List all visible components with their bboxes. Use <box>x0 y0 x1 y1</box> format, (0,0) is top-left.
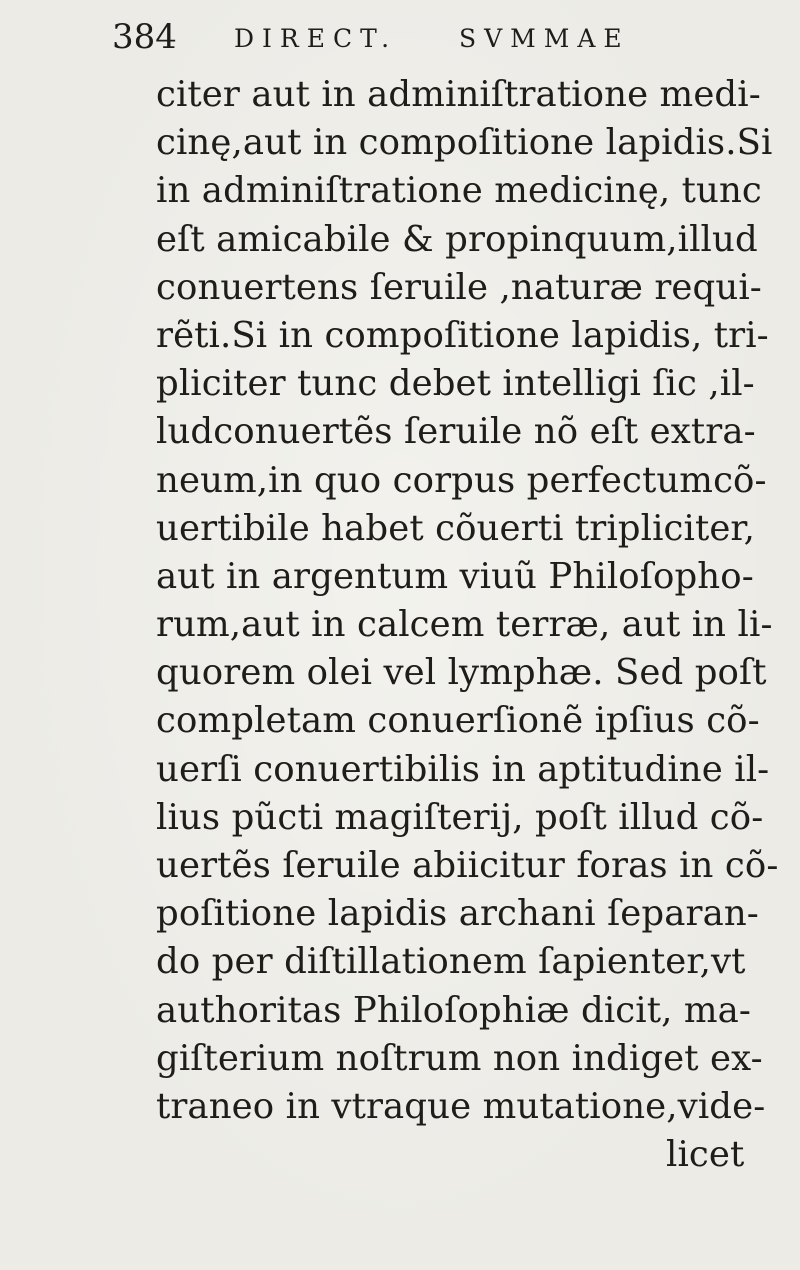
text-line: lius pũcti magiſterij, poſt illud cõ- <box>156 796 764 838</box>
catchword: licet <box>666 1134 745 1176</box>
text-line: uertibile habet cõuerti tripliciter, <box>156 507 755 549</box>
text-line: ludconuertẽs ſeruile nõ eſt extra- <box>156 411 756 453</box>
running-head-left: DIRECT. <box>234 24 398 53</box>
text-line: traneo in vtraque mutatione,vide- <box>156 1085 766 1127</box>
text-line: neum,in quo corpus perfectumcõ- <box>156 459 767 501</box>
text-line: uertẽs ſeruile abiicitur foras in cõ- <box>156 845 779 886</box>
text-line: poſitione lapidis archani ſeparan- <box>156 893 759 935</box>
text-line: cinę,aut in compoſitione lapidis.Si <box>156 122 773 164</box>
text-line: aut in argentum viuũ Philoſopho- <box>156 555 754 597</box>
text-line: giſterium noſtrum non indiget ex- <box>156 1037 763 1079</box>
text-line: eſt amicabile & propinquum,illud <box>156 218 758 260</box>
text-line: rẽti.Si in compoſitione lapidis, tri- <box>156 314 769 356</box>
running-head-right: SVMMAE <box>459 24 630 53</box>
page-header <box>112 14 672 60</box>
text-line: rum,aut in calcem terræ, aut in li- <box>156 604 773 646</box>
text-line: conuertens ſeruile ,naturæ requi- <box>156 266 762 308</box>
page-number: 384 <box>112 17 177 57</box>
text-line: do per diſtillationem ſapienter,vt <box>156 941 746 983</box>
text-line: authoritas Philoſophiæ dicit, ma- <box>156 989 751 1031</box>
text-line: in adminiſtratione medicinę, tunc <box>156 170 762 212</box>
text-line: completam conuerſionẽ ipſius cõ- <box>156 700 760 742</box>
text-line: uerſi conuertibilis in aptitudine il- <box>156 748 770 790</box>
text-line: quorem olei vel lymphæ. Sed poſt <box>156 652 767 694</box>
body-text <box>156 71 786 1179</box>
text-line: pliciter tunc debet intelligi ſic ,il- <box>156 363 755 405</box>
text-line: citer aut in adminiſtratione medi- <box>156 74 761 115</box>
